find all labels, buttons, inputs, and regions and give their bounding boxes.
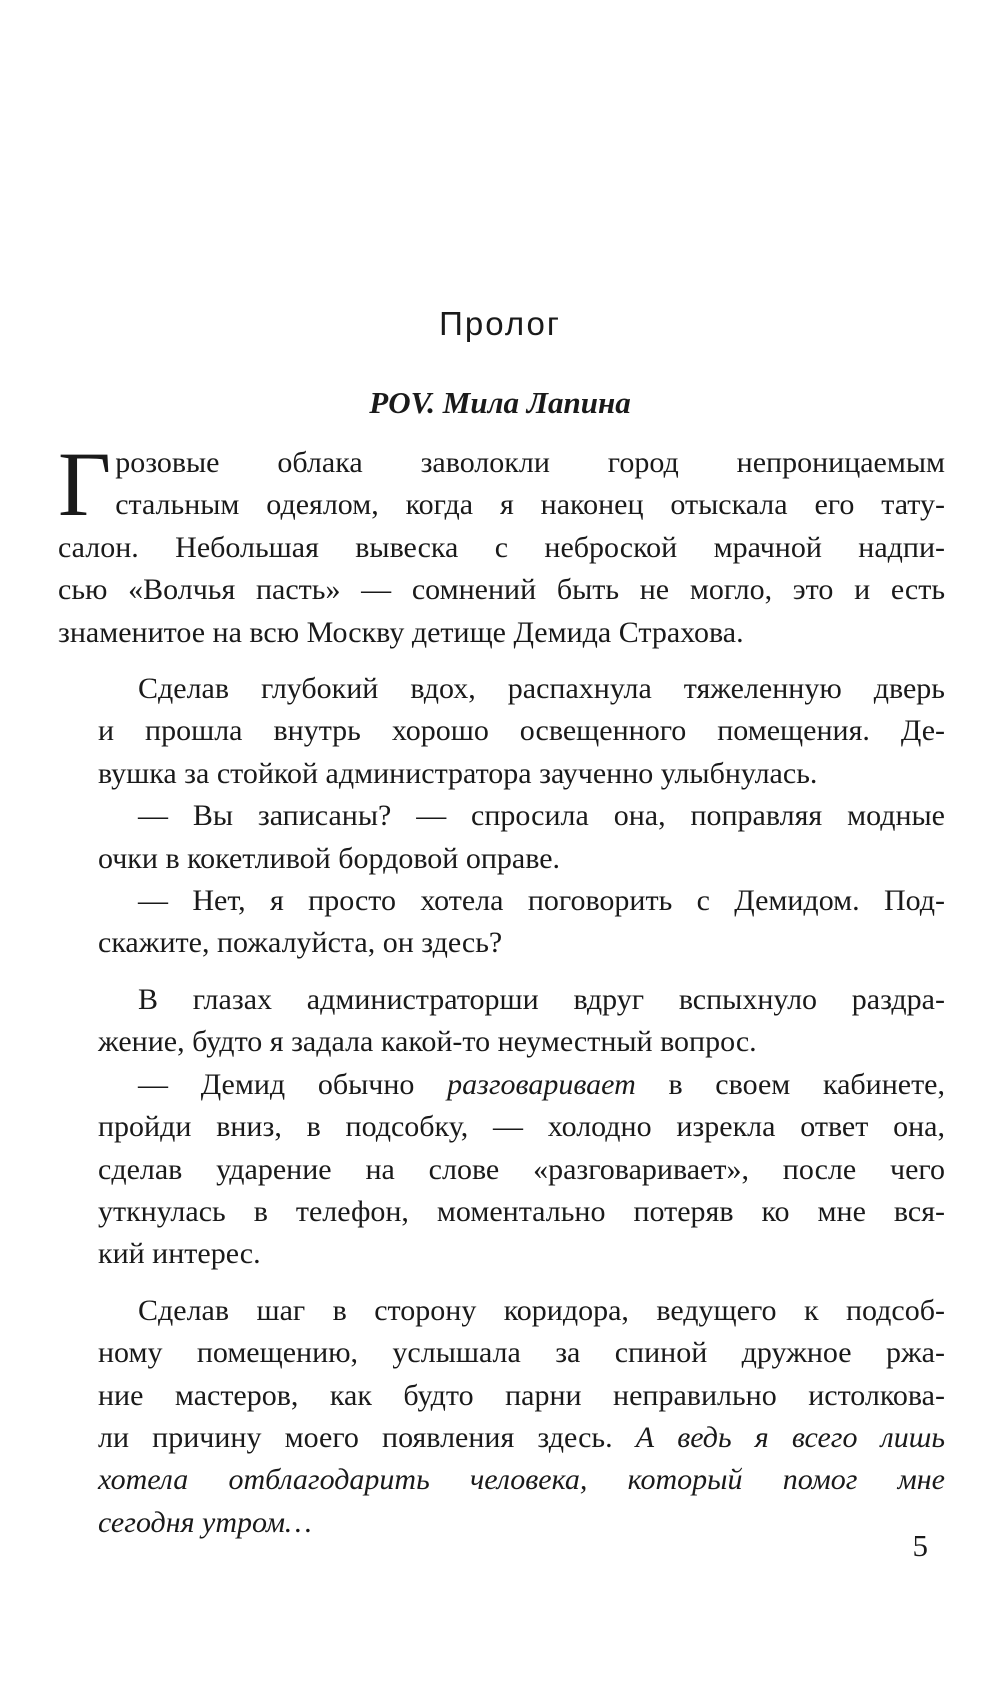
paragraph xyxy=(58,979,945,1064)
text-line: — Нет, я просто хотела поговорить с Демидом. Под- xyxy=(138,884,945,918)
paragraph xyxy=(58,433,945,654)
paragraph xyxy=(58,1064,945,1276)
text-fragment: в своем кабинете, xyxy=(635,1067,945,1101)
chapter-title: Пролог xyxy=(439,305,561,342)
text-line: сделав ударение на слове «разговаривает», после чего xyxy=(98,1152,945,1186)
italic-emphasis: разговаривает xyxy=(447,1067,636,1101)
text-line: очки в кокетливой бордовой оправе. xyxy=(98,841,561,875)
page-number: 5 xyxy=(912,1528,928,1563)
text-line: скажите, пожалуйста, он здесь? xyxy=(98,926,503,960)
paragraph xyxy=(58,668,945,795)
paragraph xyxy=(58,795,945,880)
text-line: жение, будто я задала какой-то неуместный вопрос. xyxy=(98,1025,757,1059)
text-line: Сделав глубокий вдох, распахнула тяжеленную дверь xyxy=(138,672,945,706)
text-line: стальным одеялом, когда я наконец отыскала его тату- xyxy=(115,488,945,522)
text-fragment: ли причину моего появления здесь. xyxy=(98,1420,636,1454)
text-fragment: — Демид обычно xyxy=(138,1067,448,1101)
pov-heading: POV. Мила Лапина xyxy=(369,385,631,420)
text-line: — Вы записаны? — спросила она, поправляя модные xyxy=(138,799,945,833)
paragraph xyxy=(58,1290,945,1544)
text-line: салон. Небольшая вывеска с неброской мрачной надпи- xyxy=(58,530,945,564)
text-line: В глазах администраторши вдруг вспыхнуло раздра- xyxy=(138,982,945,1016)
text-line: уткнулась в телефон, моментально потеряв ко мне вся- xyxy=(98,1194,945,1228)
text-line: знаменитое на всю Москву детище Демида Страхова. xyxy=(58,615,744,649)
paragraph xyxy=(58,880,945,965)
text-line: ние мастеров, как будто парни неправильно истолкова- xyxy=(98,1378,945,1412)
text-line: розовые облака заволокли город непроницаемым xyxy=(115,446,945,479)
body-text xyxy=(58,433,946,1544)
text-line: пройди вниз, в подсобку, — холодно изрекла ответ она, xyxy=(98,1110,945,1144)
text-line: кий интерес. xyxy=(98,1237,261,1271)
text-line: хотела отблагодарить человека, который помог мне xyxy=(98,1463,945,1497)
text-line: сегодня утром… xyxy=(98,1505,312,1539)
text-line: ному помещению, услышала за спиной дружное ржа- xyxy=(98,1336,945,1370)
text-line: вушка за стойкой администратора заученно улыбнулась. xyxy=(98,756,818,790)
italic-emphasis: А ведь я всего лишь xyxy=(635,1420,946,1454)
text-line: и прошла внутрь хорошо освещенного помещения. Де- xyxy=(98,714,945,748)
text-line xyxy=(58,1417,945,1459)
text-line: сью «Волчья пасть» — сомнений быть не могло, это и есть xyxy=(58,573,945,607)
text-line xyxy=(58,1064,945,1106)
drop-cap: Г xyxy=(58,433,112,535)
text-line: Сделав шаг в сторону коридора, ведущего к подсоб- xyxy=(138,1293,945,1327)
